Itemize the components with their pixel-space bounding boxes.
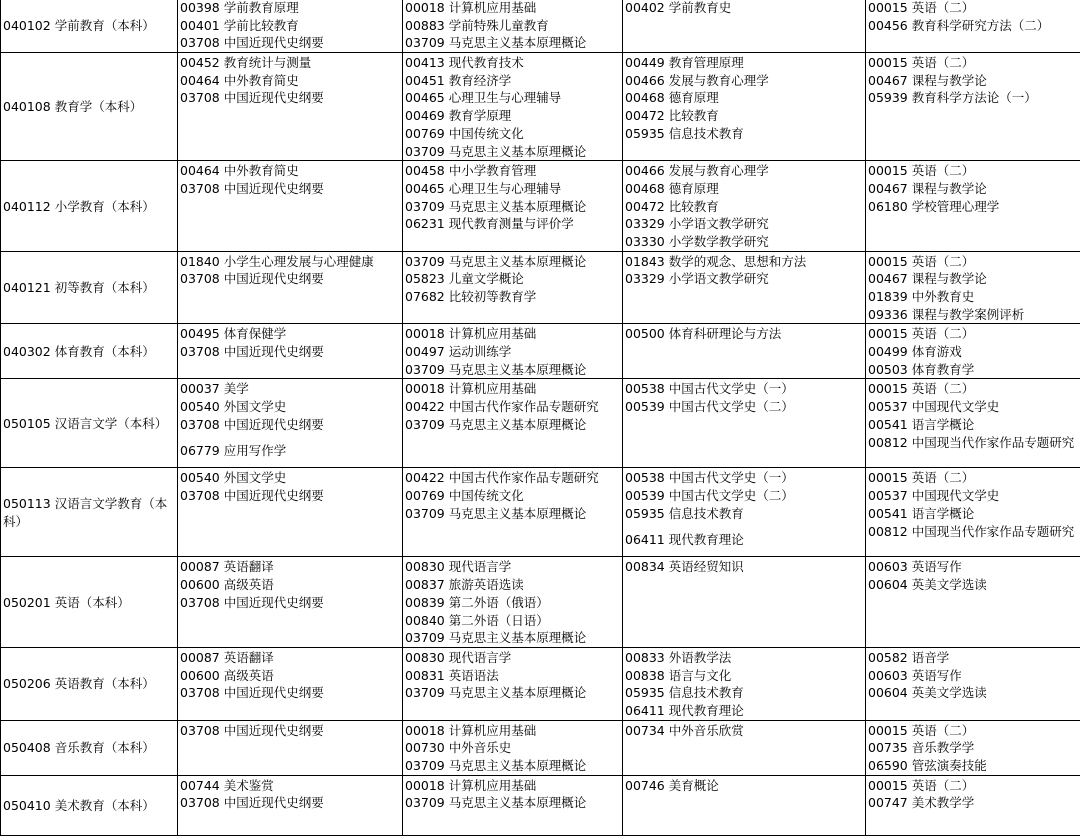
course-item: 00812 中国现当代作家作品专题研究 [868,523,1079,541]
course-item: 00503 体育教育学 [868,361,1079,379]
table-row [1,0,1080,53]
major-cell [1,468,178,557]
course-item: 00398 学前教育原理 [180,0,401,17]
course-cell-4 [866,775,1080,835]
course-item: 00830 现代语言学 [405,558,621,576]
course-item: 05939 教育科学方法论（一） [868,89,1079,107]
course-item: 00604 英美文学选读 [868,684,1079,702]
course-cell-2 [403,557,623,647]
course-item: 07682 比较初等教育学 [405,288,621,306]
course-item: 00018 计算机应用基础 [405,325,621,343]
course-item: 00830 现代语言学 [405,649,621,667]
course-item: 00600 高级英语 [180,667,401,685]
course-item: 03708 中国近现代史纲要 [180,180,401,198]
course-item: 03708 中国近现代史纲要 [180,722,401,740]
major-cell [1,775,178,835]
course-item: 00466 发展与教育心理学 [625,162,864,180]
table-row [1,775,1080,835]
course-cell-3 [623,251,866,324]
course-cell-1 [178,379,403,468]
major-cell [1,647,178,720]
course-cell-3 [623,324,866,379]
course-cell-2 [403,775,623,835]
course-item: 03709 马克思主义基本原理概论 [405,757,621,775]
course-item: 00500 体育科研理论与方法 [625,325,864,343]
course-item: 00539 中国古代文学史（二） [625,487,864,505]
course-cell-2 [403,0,623,53]
table-row [1,161,1080,251]
table-row [1,324,1080,379]
course-cell-4 [866,0,1080,53]
course-item: 00603 英语写作 [868,558,1079,576]
course-item: 00015 英语（二） [868,777,1079,795]
course-item: 03329 小学语文教学研究 [625,270,864,288]
course-item: 00582 语音学 [868,649,1079,667]
course-item: 00018 计算机应用基础 [405,380,621,398]
course-cell-1 [178,251,403,324]
course-cell-1 [178,161,403,251]
course-item: 00537 中国现代文学史 [868,398,1079,416]
course-item: 06590 管弦演奏技能 [868,757,1079,775]
major-name: 050408 音乐教育（本科） [3,740,155,755]
course-item: 00015 英语（二） [868,0,1079,17]
course-item: 06779 应用写作学 [180,442,401,460]
course-item: 00087 英语翻译 [180,558,401,576]
course-item: 00456 教育科学研究方法（二） [868,17,1079,35]
course-item: 00539 中国古代文学史（二） [625,398,864,416]
course-cell-4 [866,468,1080,557]
course-item: 00472 比较教育 [625,198,864,216]
course-item: 00600 高级英语 [180,576,401,594]
course-item: 05823 儿童文学概论 [405,270,621,288]
spacer [180,434,401,442]
major-name: 050105 汉语言文学（本科） [3,416,167,431]
course-item: 01839 中外教育史 [868,288,1079,306]
course-cell-1 [178,0,403,53]
course-item: 00747 美术教学学 [868,794,1079,812]
course-item: 00540 外国文学史 [180,469,401,487]
course-item: 00538 中国古代文学史（一） [625,380,864,398]
course-item: 03709 马克思主义基本原理概论 [405,143,621,161]
course-item: 00734 中外音乐欣赏 [625,722,864,740]
course-item: 03708 中国近现代史纲要 [180,487,401,505]
course-item: 03708 中国近现代史纲要 [180,343,401,361]
course-item: 03708 中国近现代史纲要 [180,594,401,612]
course-item: 01840 小学生心理发展与心理健康 [180,253,401,271]
course-item: 00402 学前教育史 [625,0,864,17]
course-item: 00831 英语语法 [405,667,621,685]
major-cell [1,0,178,53]
course-item: 00037 美学 [180,380,401,398]
course-item: 03709 马克思主义基本原理概论 [405,198,621,216]
course-cell-4 [866,324,1080,379]
course-item: 00422 中国古代作家作品专题研究 [405,469,621,487]
major-cell [1,161,178,251]
spacer [625,523,864,531]
course-cell-1 [178,647,403,720]
major-name: 050410 美术教育（本科） [3,798,155,813]
course-item: 00467 课程与教学论 [868,72,1079,90]
course-cell-2 [403,324,623,379]
course-cell-4 [866,379,1080,468]
course-item: 00018 计算机应用基础 [405,722,621,740]
course-cell-3 [623,647,866,720]
course-item: 00467 课程与教学论 [868,180,1079,198]
major-name: 040121 初等教育（本科） [3,280,155,295]
table-row [1,720,1080,775]
course-item: 00499 体育游戏 [868,343,1079,361]
table-row [1,647,1080,720]
course-item: 03709 马克思主义基本原理概论 [405,416,621,434]
course-item: 00469 教育学原理 [405,107,621,125]
course-item: 03708 中国近现代史纲要 [180,89,401,107]
course-item: 03329 小学语文教学研究 [625,215,864,233]
course-cell-2 [403,251,623,324]
course-item: 00839 第二外语（俄语） [405,594,621,612]
major-cell [1,53,178,161]
course-cell-2 [403,647,623,720]
course-item: 05935 信息技术教育 [625,505,864,523]
course-item: 00538 中国古代文学史（一） [625,469,864,487]
course-item: 00465 心理卫生与心理辅导 [405,180,621,198]
course-cell-4 [866,557,1080,647]
course-item: 03708 中国近现代史纲要 [180,684,401,702]
course-item: 00812 中国现当代作家作品专题研究 [868,434,1079,452]
course-cell-3 [623,161,866,251]
course-cell-3 [623,379,866,468]
course-item: 00018 计算机应用基础 [405,0,621,17]
course-item: 00838 语言与文化 [625,667,864,685]
course-item: 00541 语言学概论 [868,505,1079,523]
course-cell-2 [403,720,623,775]
course-item: 03708 中国近现代史纲要 [180,416,401,434]
course-item: 00087 英语翻译 [180,649,401,667]
course-item: 03709 马克思主义基本原理概论 [405,505,621,523]
course-item: 00464 中外教育简史 [180,162,401,180]
course-item: 00497 运动训练学 [405,343,621,361]
major-name: 040302 体育教育（本科） [3,344,155,359]
course-item: 00883 学前特殊儿童教育 [405,17,621,35]
course-item: 00465 心理卫生与心理辅导 [405,89,621,107]
course-item: 00401 学前比较教育 [180,17,401,35]
course-cell-4 [866,251,1080,324]
course-item: 00451 教育经济学 [405,72,621,90]
course-cell-4 [866,647,1080,720]
course-item: 03709 马克思主义基本原理概论 [405,684,621,702]
course-cell-4 [866,720,1080,775]
course-item: 00603 英语写作 [868,667,1079,685]
course-cell-1 [178,720,403,775]
course-cell-3 [623,0,866,53]
course-item: 00468 德育原理 [625,89,864,107]
course-item: 00018 计算机应用基础 [405,777,621,795]
course-item: 00449 教育管理原理 [625,54,864,72]
major-cell [1,324,178,379]
course-item: 00015 英语（二） [868,162,1079,180]
course-item: 00452 教育统计与测量 [180,54,401,72]
course-item: 00015 英语（二） [868,253,1079,271]
course-item: 00840 第二外语（日语） [405,612,621,630]
major-name: 050201 英语（本科） [3,595,130,610]
course-cell-1 [178,324,403,379]
major-cell [1,557,178,647]
course-item: 03709 马克思主义基本原理概论 [405,794,621,812]
course-item: 00837 旅游英语选读 [405,576,621,594]
course-item: 00015 英语（二） [868,325,1079,343]
course-item: 00537 中国现代文学史 [868,487,1079,505]
course-item: 00746 美育概论 [625,777,864,795]
course-item: 03708 中国近现代史纲要 [180,34,401,52]
course-item: 00467 课程与教学论 [868,270,1079,288]
course-cell-3 [623,53,866,161]
major-name: 040108 教育学（本科） [3,99,142,114]
course-item: 00015 英语（二） [868,54,1079,72]
course-item: 00466 发展与教育心理学 [625,72,864,90]
course-item: 00015 英语（二） [868,380,1079,398]
course-item: 00413 现代教育技术 [405,54,621,72]
course-cell-4 [866,161,1080,251]
major-name: 050113 汉语言文学教育（本科） [3,496,167,529]
course-item: 00015 英语（二） [868,722,1079,740]
course-item: 00769 中国传统文化 [405,125,621,143]
course-item: 09336 课程与教学案例评析 [868,306,1079,324]
course-cell-3 [623,468,866,557]
course-item: 06231 现代教育测量与评价学 [405,215,621,233]
course-item: 00541 语言学概论 [868,416,1079,434]
course-cell-2 [403,161,623,251]
major-cell [1,720,178,775]
course-item: 03708 中国近现代史纲要 [180,270,401,288]
exam-plan-table-body [1,0,1080,835]
course-item: 00468 德育原理 [625,180,864,198]
table-row [1,557,1080,647]
course-item: 03709 马克思主义基本原理概论 [405,34,621,52]
course-item: 03330 小学数学教学研究 [625,233,864,251]
course-item: 01843 数学的观念、思想和方法 [625,253,864,271]
course-cell-3 [623,720,866,775]
course-item: 00464 中外教育简史 [180,72,401,90]
course-item: 00422 中国古代作家作品专题研究 [405,398,621,416]
course-cell-1 [178,557,403,647]
course-item: 06411 现代教育理论 [625,702,864,720]
course-cell-4 [866,53,1080,161]
major-cell [1,379,178,468]
course-cell-3 [623,775,866,835]
major-name: 040112 小学教育（本科） [3,199,155,214]
course-item: 03709 马克思主义基本原理概论 [405,253,621,271]
course-item: 00744 美术鉴赏 [180,777,401,795]
course-item: 00015 英语（二） [868,469,1079,487]
course-item: 03709 马克思主义基本原理概论 [405,361,621,379]
course-item: 06411 现代教育理论 [625,531,864,549]
course-item: 06180 学校管理心理学 [868,198,1079,216]
course-item: 05935 信息技术教育 [625,684,864,702]
course-cell-2 [403,379,623,468]
course-item: 00458 中小学教育管理 [405,162,621,180]
course-cell-2 [403,468,623,557]
course-item: 03708 中国近现代史纲要 [180,794,401,812]
table-row [1,379,1080,468]
major-name: 040102 学前教育（本科） [3,18,155,33]
course-cell-1 [178,775,403,835]
course-cell-3 [623,557,866,647]
course-item: 03709 马克思主义基本原理概论 [405,629,621,647]
course-item: 00735 音乐教学学 [868,739,1079,757]
course-item: 00472 比较教育 [625,107,864,125]
course-item: 00834 英语经贸知识 [625,558,864,576]
course-cell-1 [178,53,403,161]
course-cell-2 [403,53,623,161]
course-item: 00604 英美文学选读 [868,576,1079,594]
table-row [1,53,1080,161]
table-row [1,468,1080,557]
course-item: 00540 外国文学史 [180,398,401,416]
course-item: 05935 信息技术教育 [625,125,864,143]
course-item: 00769 中国传统文化 [405,487,621,505]
course-item: 00833 外语教学法 [625,649,864,667]
major-cell [1,251,178,324]
table-row [1,251,1080,324]
major-name: 050206 英语教育（本科） [3,676,155,691]
course-item: 00730 中外音乐史 [405,739,621,757]
course-item: 00495 体育保健学 [180,325,401,343]
course-cell-1 [178,468,403,557]
